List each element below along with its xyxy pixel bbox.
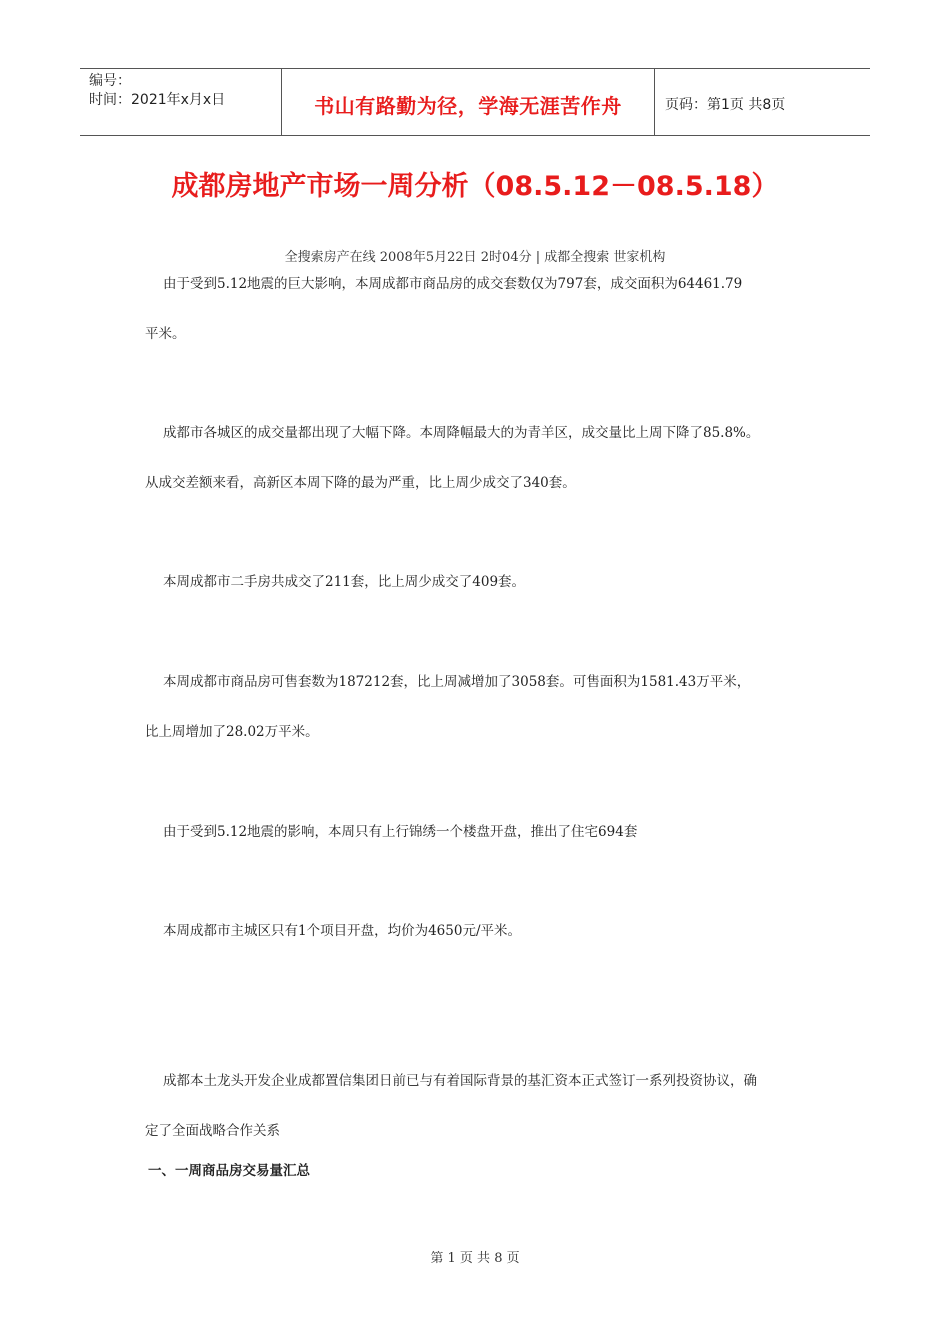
header-page-info: 页码：第1页 共8页	[665, 97, 786, 113]
paragraph-line: 平米。	[145, 326, 186, 342]
paragraph-line: 由于受到5.12地震的巨大影响，本周成都市商品房的成交套数仅为797套，成交面积为64461.79	[163, 276, 743, 292]
section-heading: 一、一周商品房交易量汇总	[148, 1163, 310, 1179]
header-meta	[80, 69, 282, 135]
time-label: 时间：2021年x月x日	[89, 92, 226, 108]
paragraph-line: 成都本土龙头开发企业成都置信集团日前已与有着国际背景的基汇资本正式签订一系列投资协议，确	[163, 1073, 757, 1089]
paragraph-line: 由于受到5.12地震的影响，本周只有上行锦绣一个楼盘开盘，推出了住宅694套	[163, 824, 638, 840]
header-motto: 书山有路勤为径，学海无涯苦作舟	[282, 69, 655, 135]
page-footer: 第 1 页 共 8 页	[430, 1251, 520, 1266]
document-header	[80, 68, 870, 136]
document-title: 成都房地产市场一周分析（08.5.12－08.5.18）	[171, 171, 779, 202]
number-label: 编号：	[89, 73, 131, 89]
source-line: 全搜索房产在线 2008年5月22日 2时04分 | 成都全搜索 世家机构	[284, 250, 666, 265]
paragraph-line: 成都市各城区的成交量都出现了大幅下降。本周降幅最大的为青羊区，成交量比上周下降了85.8%。	[163, 425, 760, 441]
paragraph-line: 比上周增加了28.02万平米。	[145, 724, 319, 740]
paragraph-line: 从成交差额来看，高新区本周下降的最为严重，比上周少成交了340套。	[145, 475, 576, 491]
paragraph-line: 本周成都市商品房可售套数为187212套，比上周减增加了3058套。可售面积为1581.43万平米，	[163, 674, 751, 690]
paragraph-line: 本周成都市二手房共成交了211套，比上周少成交了409套。	[163, 574, 526, 590]
paragraph-line: 定了全面战略合作关系	[145, 1123, 280, 1139]
paragraph-line: 本周成都市主城区只有1个项目开盘，均价为4650元/平米。	[163, 923, 521, 939]
